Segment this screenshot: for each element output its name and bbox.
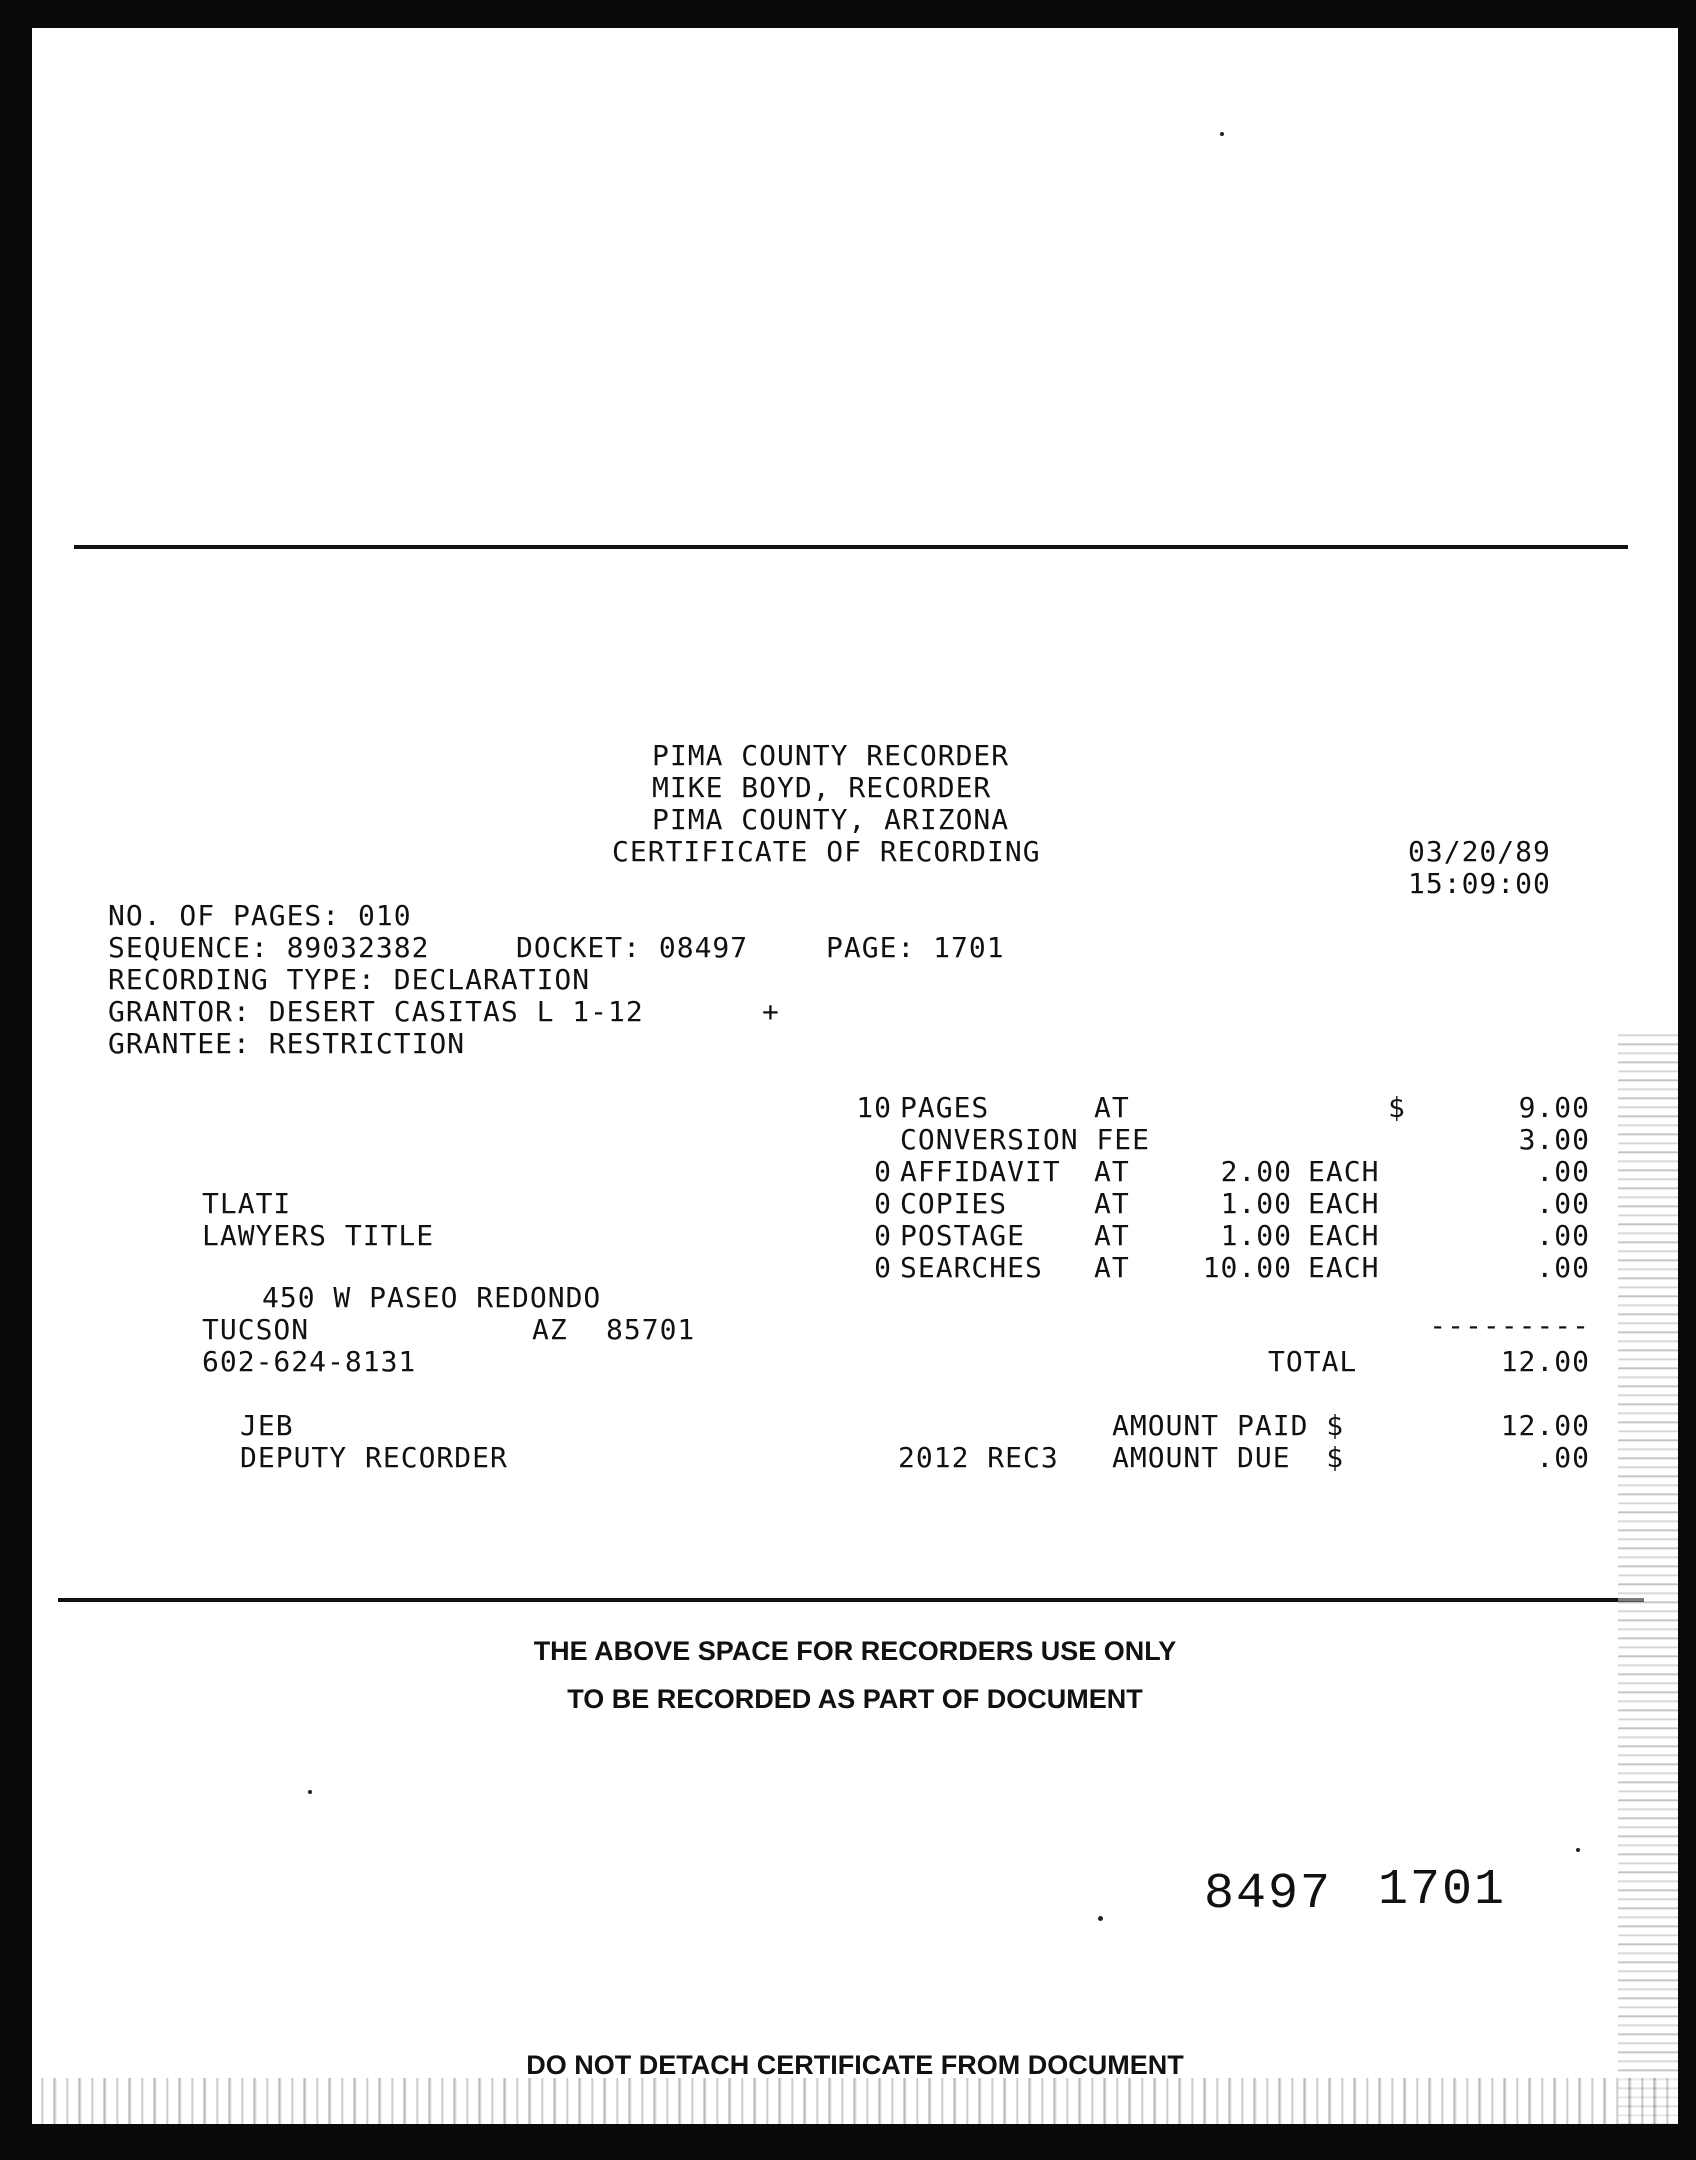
- fee-rate: 1.00: [1220, 1219, 1292, 1252]
- fee-cur: $: [1388, 1091, 1406, 1124]
- record-time: 15:09:00: [1408, 867, 1551, 900]
- fee-qty: 10: [856, 1091, 892, 1124]
- fee-each: EACH: [1308, 1219, 1380, 1252]
- amount-paid: 12.00: [1500, 1409, 1590, 1442]
- client-company: LAWYERS TITLE: [202, 1219, 435, 1252]
- fee-qty: 0: [874, 1251, 892, 1284]
- fee-each: EACH: [1308, 1155, 1380, 1188]
- fee-at: AT: [1094, 1155, 1130, 1188]
- header-line-2: MIKE BOYD, RECORDER: [652, 771, 992, 804]
- fee-amount: 3.00: [1518, 1123, 1590, 1156]
- fee-each: EACH: [1308, 1251, 1380, 1284]
- recording-type: RECORDING TYPE: DECLARATION: [108, 963, 591, 996]
- fee-amount: 9.00: [1518, 1091, 1590, 1124]
- client-state: AZ: [532, 1313, 568, 1346]
- total-dashes: ---------: [1429, 1309, 1590, 1342]
- client-phone: 602-624-8131: [202, 1345, 417, 1378]
- grantor: GRANTOR: DESERT CASITAS L 1-12: [108, 995, 644, 1028]
- number-of-pages: NO. OF PAGES: 010: [108, 899, 412, 932]
- fee-rate: 10.00: [1202, 1251, 1292, 1284]
- stamp-docket-number: 8497: [1204, 1866, 1333, 1923]
- page-number: PAGE: 1701: [826, 931, 1005, 964]
- fee-rate: 1.00: [1220, 1187, 1292, 1220]
- client-street: 450 W PASEO REDONDO: [262, 1281, 602, 1314]
- sequence-number: SEQUENCE: 89032382: [108, 931, 430, 964]
- do-not-detach-warning: DO NOT DETACH CERTIFICATE FROM DOCUMENT: [526, 2050, 1184, 2080]
- record-as-part-note: TO BE RECORDED AS PART OF DOCUMENT: [567, 1684, 1143, 1714]
- stamp-page-number: 1701: [1378, 1862, 1507, 1919]
- fee-at: AT: [1094, 1251, 1130, 1284]
- grantor-plus-mark: +: [762, 995, 780, 1028]
- client-code: TLATI: [202, 1187, 292, 1220]
- fee-item: COPIES: [900, 1187, 1008, 1220]
- fee-each: EACH: [1308, 1187, 1380, 1220]
- fee-at: AT: [1094, 1091, 1130, 1124]
- fee-qty: 0: [874, 1187, 892, 1220]
- fee-at: AT: [1094, 1187, 1130, 1220]
- scan-noise-bottom-edge: [32, 2078, 1678, 2124]
- fee-qty: 0: [874, 1219, 892, 1252]
- amount-due: .00: [1536, 1441, 1590, 1474]
- deputy-title: DEPUTY RECORDER: [240, 1441, 508, 1474]
- top-divider: [74, 545, 1628, 549]
- client-city: TUCSON: [202, 1313, 310, 1346]
- fee-amount: .00: [1536, 1187, 1590, 1220]
- scan-speck: [1220, 132, 1224, 136]
- total-amount: 12.00: [1500, 1345, 1590, 1378]
- header-line-3: PIMA COUNTY, ARIZONA: [652, 803, 1010, 836]
- fee-item: PAGES: [900, 1091, 990, 1124]
- fee-qty: 0: [874, 1155, 892, 1188]
- bottom-divider: [58, 1598, 1644, 1602]
- fee-amount: .00: [1536, 1219, 1590, 1252]
- scan-speck: [1576, 1848, 1580, 1852]
- fee-item: AFFIDAVIT: [900, 1155, 1061, 1188]
- grantee: GRANTEE: RESTRICTION: [108, 1027, 466, 1060]
- fee-item: SEARCHES: [900, 1251, 1043, 1284]
- header-line-1: PIMA COUNTY RECORDER: [652, 739, 1010, 772]
- scan-speck: [308, 1790, 312, 1794]
- amount-paid-label: AMOUNT PAID $: [1112, 1409, 1345, 1442]
- register-code: 2012 REC3: [898, 1441, 1059, 1474]
- fee-rate: 2.00: [1220, 1155, 1292, 1188]
- recording-certificate-page: [32, 28, 1678, 2124]
- amount-due-label: AMOUNT DUE $: [1112, 1441, 1345, 1474]
- scan-noise-right-edge: [1618, 1028, 1678, 2124]
- deputy-initials: JEB: [240, 1409, 294, 1442]
- certificate-title: CERTIFICATE OF RECORDING: [612, 835, 1041, 868]
- client-zip: 85701: [606, 1313, 696, 1346]
- recorders-use-note: THE ABOVE SPACE FOR RECORDERS USE ONLY: [533, 1636, 1177, 1666]
- fee-item: CONVERSION FEE: [900, 1123, 1151, 1156]
- record-date: 03/20/89: [1408, 835, 1551, 868]
- fee-at: AT: [1094, 1219, 1130, 1252]
- scan-speck: [1098, 1916, 1103, 1921]
- total-label: TOTAL: [1268, 1345, 1358, 1378]
- fee-amount: .00: [1536, 1155, 1590, 1188]
- docket-number: DOCKET: 08497: [516, 931, 749, 964]
- fee-item: POSTAGE: [900, 1219, 1026, 1252]
- fee-amount: .00: [1536, 1251, 1590, 1284]
